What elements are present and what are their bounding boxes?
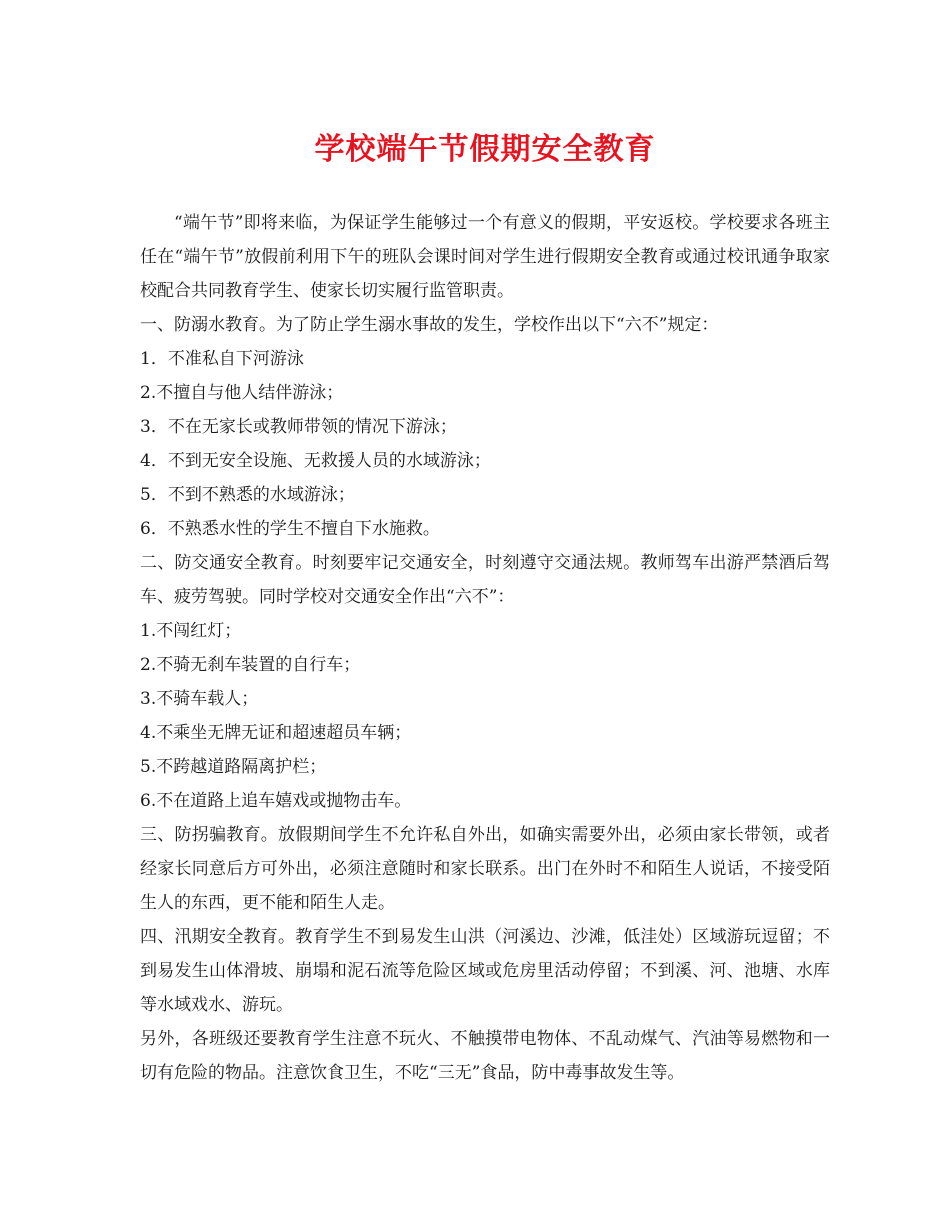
section-2-item: 6.不在道路上追车嬉戏或抛物击车。 — [140, 791, 412, 811]
section-2-item: 3.不骑车载人； — [140, 689, 259, 709]
section-1-item: 5．不到不熟悉的水域游泳； — [140, 485, 355, 505]
section-3-paragraph: 三、防拐骗教育。放假期间学生不允许私自外出，如确实需要外出，必须由家长带领，或者经家长同意后方可外出，必须注意随时和家长联系。出门在外时不和陌生人说话，不接受陌生人的东西，更不能和陌生人走。 — [140, 825, 830, 913]
document-page — [140, 120, 830, 1090]
section-1-item: 1．不准私自下河游泳 — [140, 349, 304, 369]
section-1-item: 3．不在无家长或教师带领的情况下游泳； — [140, 417, 457, 437]
document-title: 学校端午节假期安全教育 — [314, 132, 656, 167]
closing-paragraph: 另外，各班级还要教育学生注意不玩火、不触摸带电物体、不乱动煤气、汽油等易燃物和一切有危险的物品。注意饮食卫生，不吃“三无”食品，防中毒事故发生等。 — [140, 1029, 830, 1083]
section-1-item: 4．不到无安全设施、无救援人员的水域游泳； — [140, 451, 491, 471]
section-1-item: 2.不擅自与他人结伴游泳； — [140, 383, 344, 403]
section-2-item: 5.不跨越道路隔离护栏； — [140, 757, 327, 777]
section-4-paragraph: 四、汛期安全教育。教育学生不到易发生山洪（河溪边、沙滩，低洼处）区域游玩逗留；不到易发生山体滑坡、崩塌和泥石流等危险区域或危房里活动停留；不到溪、河、池塘、水库等水域戏水、游玩。 — [140, 927, 830, 1015]
section-2-item: 1.不闯红灯； — [140, 621, 242, 641]
section-2-item: 2.不骑无刹车装置的自行车； — [140, 655, 361, 675]
section-1-item: 6．不熟悉水性的学生不擅自下水施救。 — [140, 519, 440, 539]
section-1-heading: 一、防溺水教育。为了防止学生溺水事故的发生，学校作出以下“六不”规定： — [140, 315, 719, 335]
section-2-item: 4.不乘坐无牌无证和超速超员车辆； — [140, 723, 412, 743]
intro-paragraph: “端午节”即将来临，为保证学生能够过一个有意义的假期，平安返校。学校要求各班主任在“端午节”放假前利用下午的班队会课时间对学生进行假期安全教育或通过校讯通争取家校配合共同教育学生、使家长切实履行监管职责。 — [140, 213, 830, 301]
section-2-heading: 二、防交通安全教育。时刻要牢记交通安全，时刻遵守交通法规。教师驾车出游严禁酒后驾车、疲劳驾驶。同时学校对交通安全作出“六不”： — [140, 553, 830, 607]
